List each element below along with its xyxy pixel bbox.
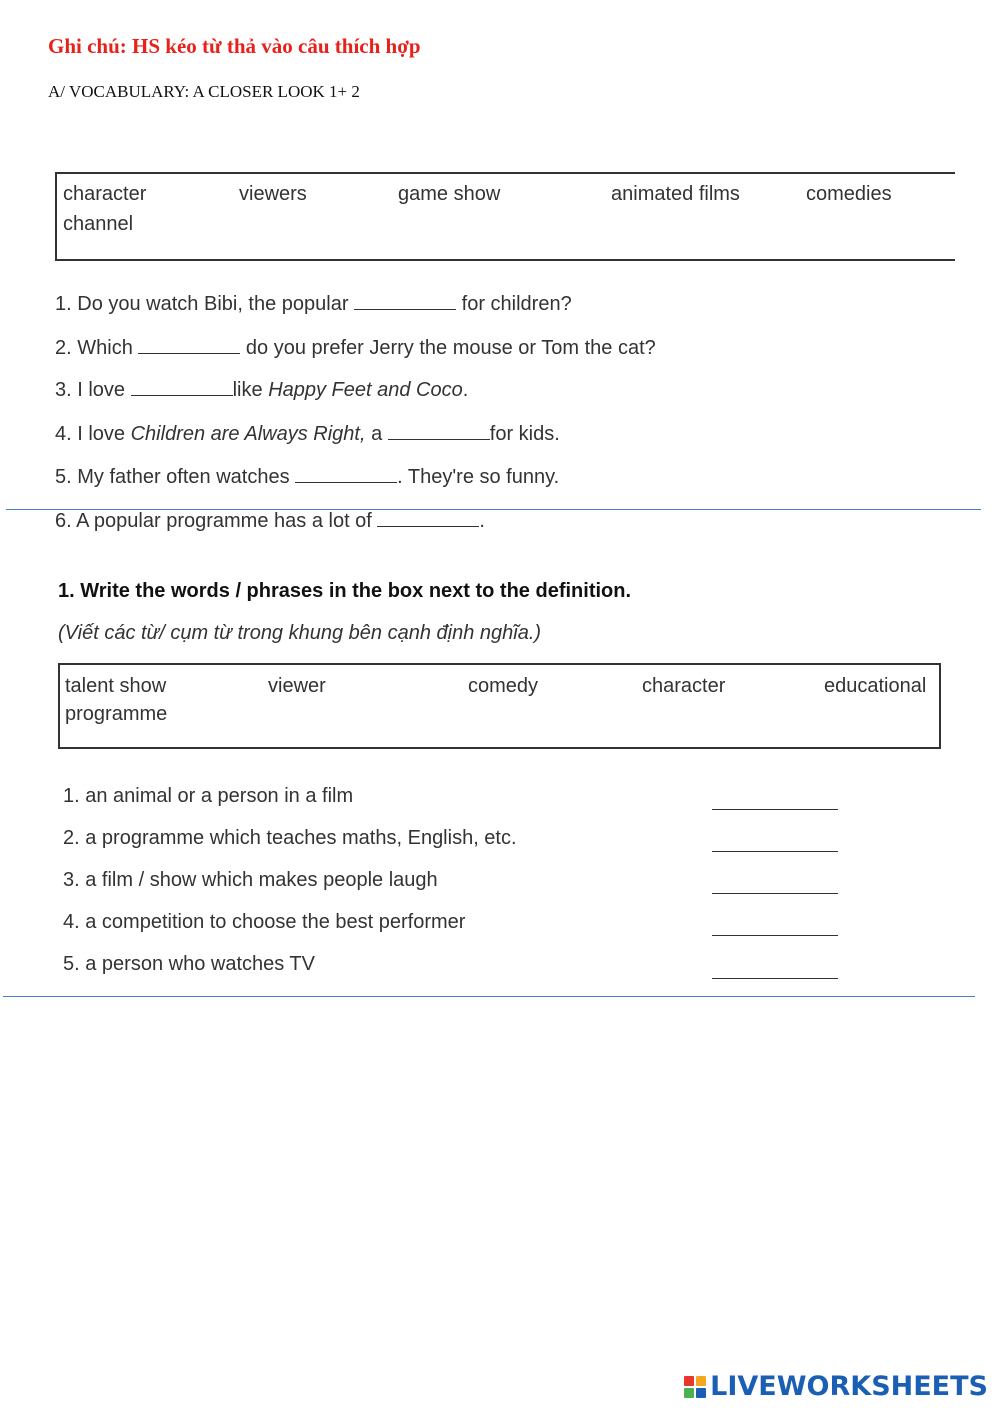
answer-blank[interactable]	[377, 508, 479, 527]
definition-1: 1. an animal or a person in a film	[63, 785, 354, 807]
liveworksheets-grid-icon	[684, 1376, 706, 1398]
word-chip[interactable]: comedies	[806, 183, 892, 205]
sentence-5	[55, 464, 559, 489]
word-box-1	[55, 172, 955, 261]
divider	[3, 996, 975, 997]
sentence-number: 5.	[55, 466, 72, 488]
sentence-text: I love	[71, 379, 131, 401]
definition-5: 5. a person who watches TV	[63, 953, 315, 975]
instruction-note: Ghi chú: HS kéo từ thả vào câu thích hợp	[48, 34, 421, 58]
sentence-3	[55, 377, 468, 402]
sentence-text: . They're so funny.	[397, 466, 560, 488]
answer-blank[interactable]	[354, 291, 456, 310]
sentence-text: like	[232, 379, 269, 401]
sentence-text: for children?	[456, 293, 572, 315]
word-chip[interactable]: character	[642, 675, 726, 697]
definition-4: 4. a competition to choose the best performer	[63, 911, 466, 933]
sentence-text: for kids.	[489, 423, 560, 445]
sentence-4	[55, 421, 560, 446]
sentence-number: 1.	[55, 293, 72, 315]
sentence-text: Which	[71, 337, 139, 359]
definition-answer-blank[interactable]	[712, 915, 838, 936]
definition-2: 2. a programme which teaches maths, English, etc.	[63, 827, 517, 849]
word-chip[interactable]: educational	[824, 675, 927, 697]
liveworksheets-logo	[684, 1371, 988, 1402]
word-chip[interactable]: animated films	[611, 183, 740, 205]
answer-blank[interactable]	[388, 421, 490, 440]
definition-answer-blank[interactable]	[712, 873, 838, 894]
sentence-text: do you prefer Jerry the mouse or Tom the cat?	[240, 337, 656, 359]
sentence-number: 3.	[55, 379, 72, 401]
word-chip[interactable]: channel	[63, 213, 134, 235]
word-chip[interactable]: programme	[65, 703, 168, 725]
exercise-title: 1. Write the words / phrases in the box next to the definition.	[58, 580, 632, 602]
sentence-number: 4.	[55, 423, 72, 445]
definition-3: 3. a film / show which makes people laugh	[63, 869, 438, 891]
sentence-text: .	[462, 379, 469, 401]
word-chip[interactable]: viewer	[268, 675, 326, 697]
word-chip[interactable]: talent show	[65, 675, 167, 697]
sentence-1	[55, 291, 572, 316]
word-chip[interactable]: game show	[398, 183, 501, 205]
exercise-subtitle: (Viết các từ/ cụm từ trong khung bên cạnh định nghĩa.)	[58, 622, 542, 644]
answer-blank[interactable]	[131, 377, 233, 396]
sentence-text: Do you watch Bibi, the popular	[71, 293, 355, 315]
answer-blank[interactable]	[295, 464, 397, 483]
sentence-text: I love	[71, 423, 131, 445]
sentence-italic: Happy Feet and Coco	[268, 379, 463, 401]
sentence-number: 2.	[55, 337, 72, 359]
sentence-text: A popular programme has a lot of	[71, 510, 378, 532]
sentence-6	[55, 508, 485, 533]
sentence-text: My father often watches	[71, 466, 296, 488]
word-box-2	[58, 663, 941, 749]
definition-answer-blank[interactable]	[712, 831, 838, 852]
word-chip[interactable]: viewers	[239, 183, 307, 205]
definition-answer-blank[interactable]	[712, 789, 838, 810]
sentence-text: .	[479, 510, 485, 532]
sentence-italic: Children are Always Right,	[130, 423, 366, 445]
word-chip[interactable]: character	[63, 183, 147, 205]
sentence-number: 6.	[55, 510, 72, 532]
sentence-2	[55, 335, 656, 360]
sentence-text: a	[365, 423, 388, 445]
definition-answer-blank[interactable]	[712, 958, 838, 979]
logo-text: LIVEWORKSHEETS	[710, 1371, 988, 1402]
section-title: A/ VOCABULARY: A CLOSER LOOK 1+ 2	[48, 82, 360, 101]
answer-blank[interactable]	[138, 335, 240, 354]
word-chip[interactable]: comedy	[468, 675, 539, 697]
